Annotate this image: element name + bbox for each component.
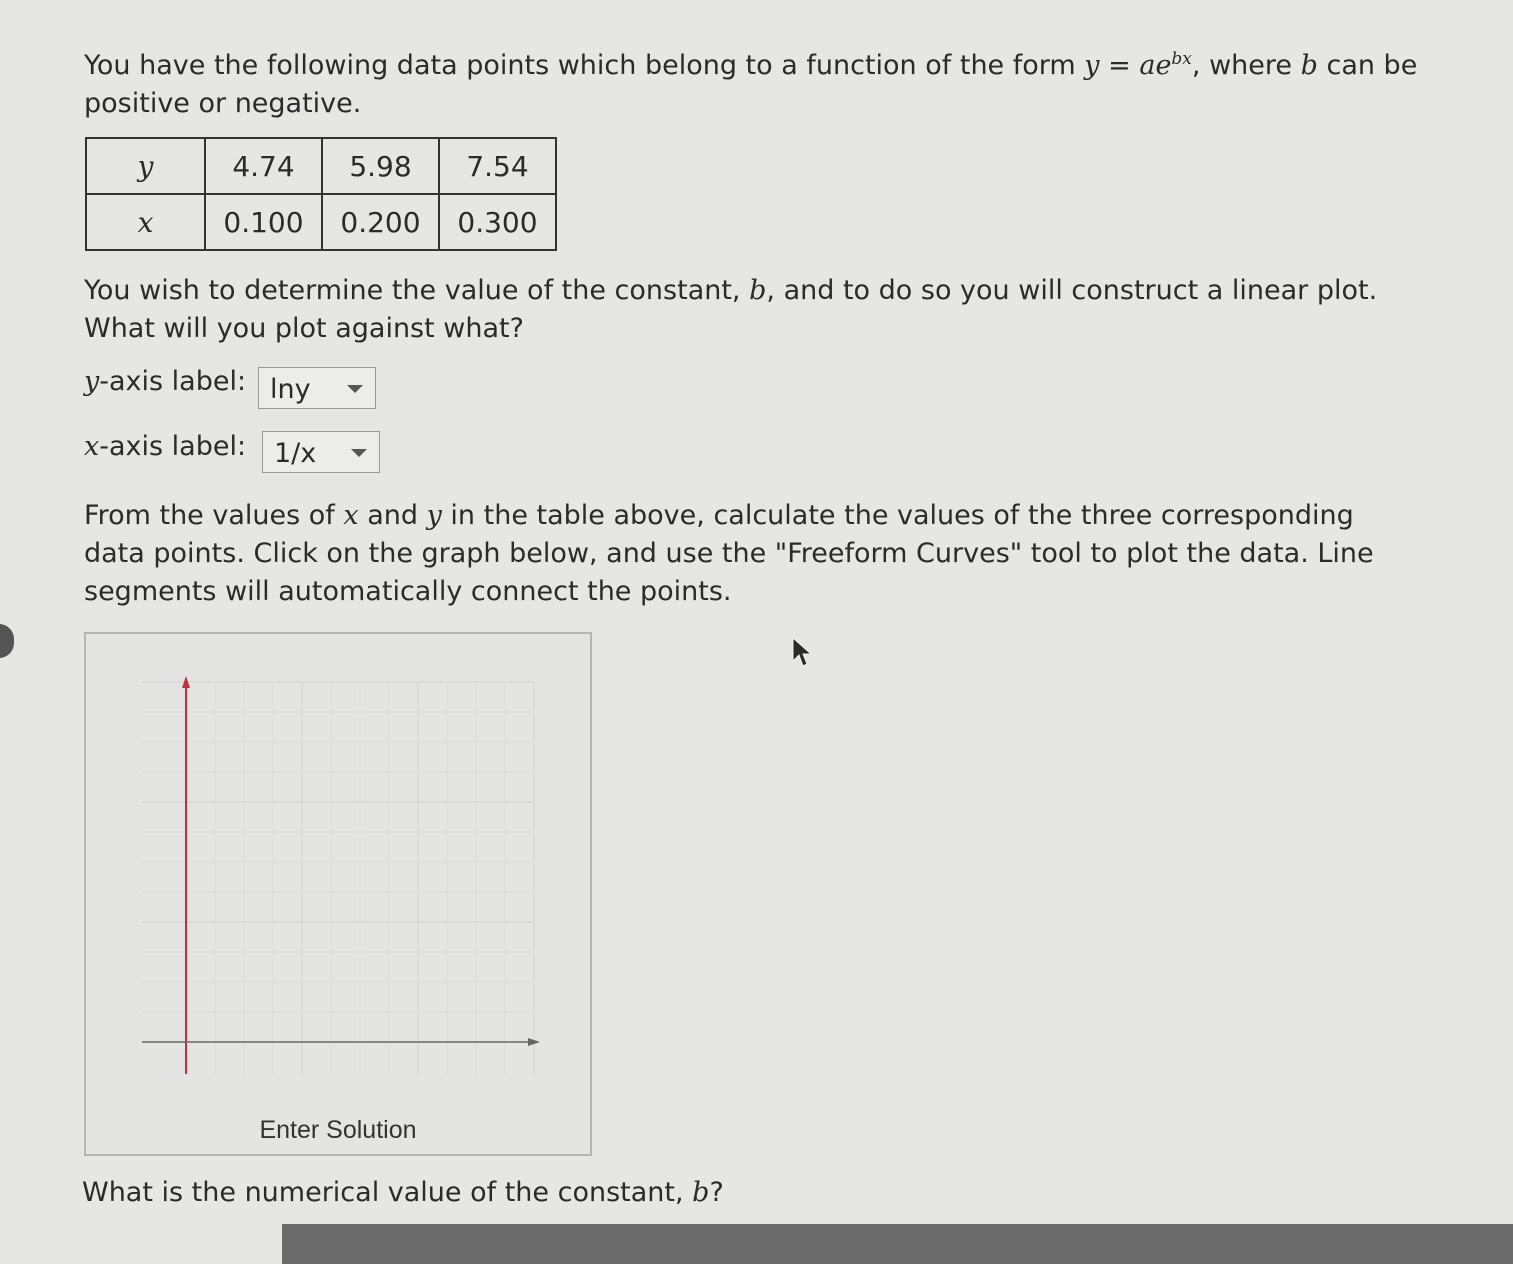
y-axis-label-row (84, 366, 246, 397)
wish-text: You wish to determine the value of the constant, (84, 275, 750, 306)
x-var: x (84, 431, 100, 462)
y-var: y (84, 366, 100, 397)
formula-equals: = (1099, 50, 1140, 81)
table-cell: 0.100 (205, 194, 322, 250)
intro-paragraph (84, 40, 1424, 123)
table-row-y (86, 138, 556, 194)
mouse-pointer-icon (792, 637, 814, 669)
intro-text-mid: , where (1191, 50, 1301, 81)
var-y: y (426, 500, 442, 531)
table-cell: 0.300 (439, 194, 556, 250)
x-axis-label-row (84, 431, 246, 462)
question-text-end: ? (709, 1177, 724, 1208)
table-cell: 4.74 (205, 138, 322, 194)
formula-y: y (1084, 50, 1100, 81)
table-row-x (86, 194, 556, 250)
wish-paragraph (84, 272, 1404, 348)
y-axis-dropdown[interactable] (258, 367, 376, 409)
var-b: b (692, 1177, 710, 1208)
table-cell: 0.200 (322, 194, 439, 250)
x-axis-dropdown[interactable] (262, 431, 380, 473)
var-x: x (343, 500, 359, 531)
x-axis-selected-value: 1/x (274, 438, 317, 469)
table-cell: 5.98 (322, 138, 439, 194)
side-tab-handle[interactable] (0, 624, 14, 658)
graph-input-area[interactable] (84, 632, 592, 1156)
var-b: b (1300, 50, 1318, 81)
formula-exponent: bx (1171, 49, 1192, 69)
calc-text-end: in the table above, calculate the values of the three corresponding data points. Click on the graph below, and use the "Freeform Curves" tool to plot the data. Line segments will automatically connect the points. (84, 500, 1374, 607)
graph-grid (142, 682, 534, 1074)
graph-canvas[interactable] (86, 634, 590, 1154)
y-axis-label-text: -axis label: (99, 366, 247, 397)
caret-down-icon (351, 449, 367, 457)
instructions-paragraph (84, 497, 1404, 611)
calc-text: and (358, 500, 427, 531)
table-cell: 7.54 (439, 138, 556, 194)
table-header-y: y (86, 138, 205, 194)
calc-text: From the values of (84, 500, 344, 531)
intro-text-end: can be positive or negative. (84, 50, 1418, 119)
caret-down-icon (347, 385, 363, 393)
question-text: What is the numerical value of the constant, (82, 1177, 693, 1208)
enter-solution-label[interactable]: Enter Solution (259, 1116, 417, 1144)
y-axis-selected-value: lny (270, 374, 311, 405)
intro-text: You have the following data points which belong to a function of the form (84, 50, 1085, 81)
wish-text-end: , and to do so you will construct a linear plot. What will you plot against what? (84, 275, 1378, 344)
var-b: b (749, 275, 767, 306)
bottom-toolbar (282, 1224, 1513, 1264)
question-paragraph (82, 1174, 724, 1212)
formula-ae: ae (1139, 50, 1172, 81)
x-axis-label-text: -axis label: (99, 431, 247, 462)
table-header-x: x (86, 194, 205, 250)
data-table (85, 137, 557, 251)
